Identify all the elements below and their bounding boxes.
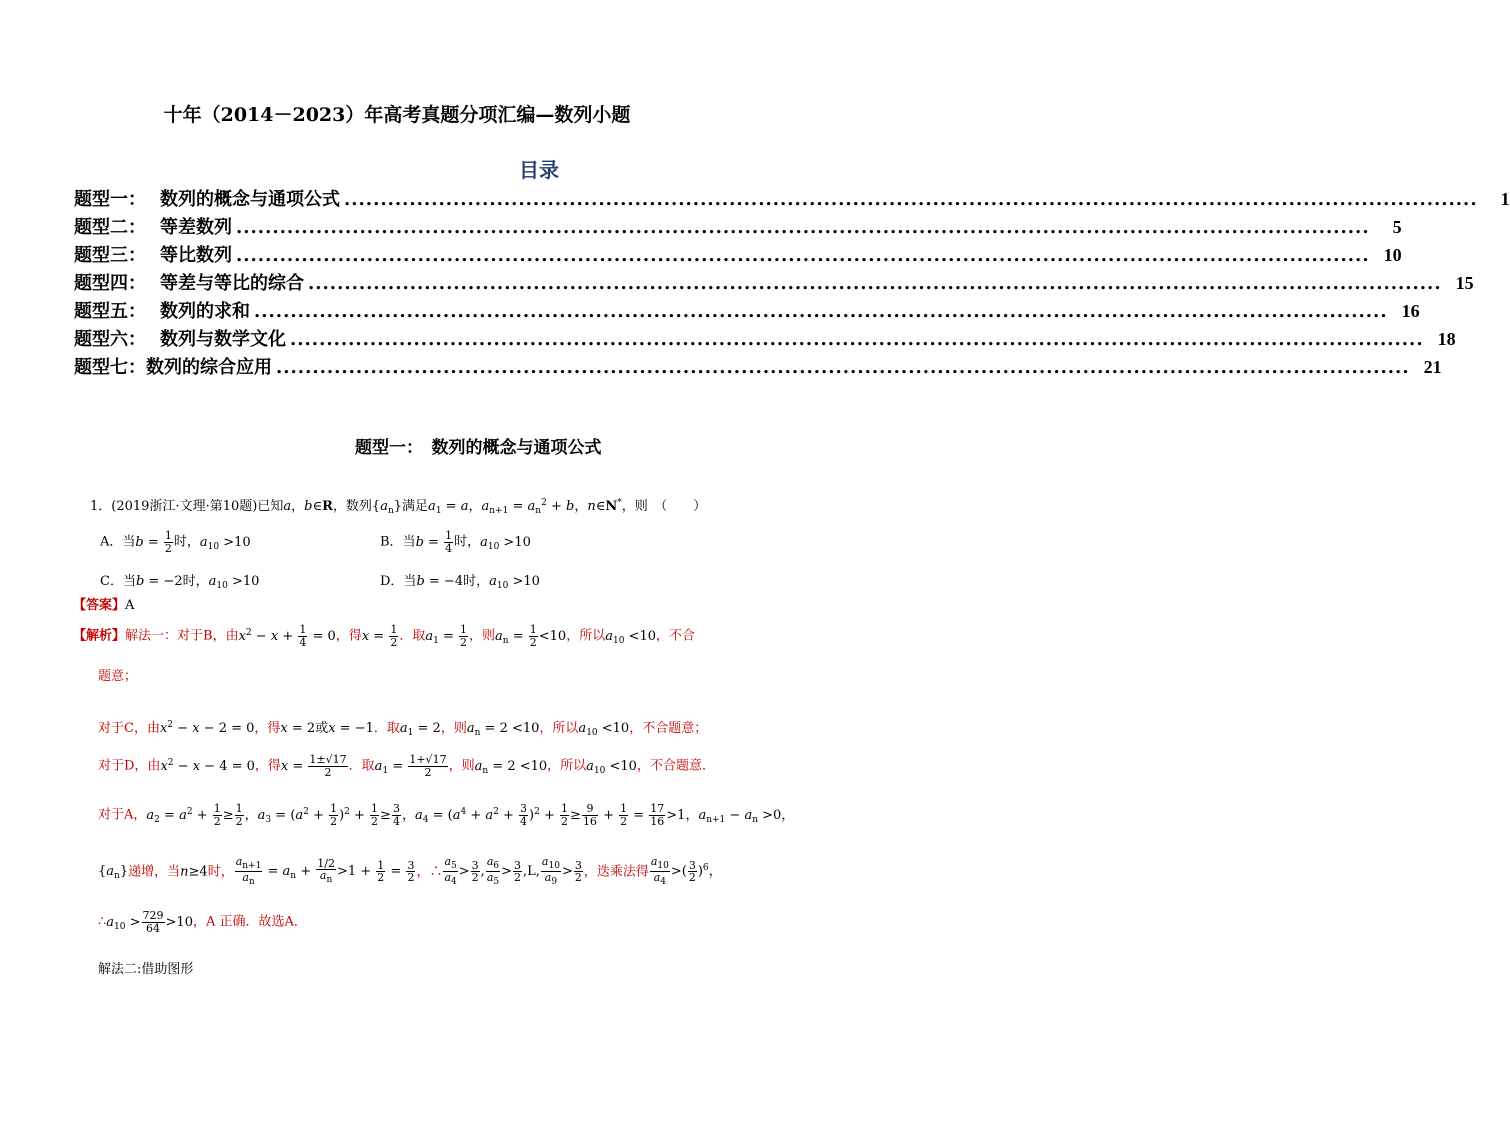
toc-item-4[interactable] bbox=[74, 269, 1474, 295]
math-expression: $\frac{a_5}{a_4}$ > $\frac{3}{2}$ , $\frac{a_6}{a_5}$ > $\frac{3}{2}$ ,L, $\frac{a_{10}}{a_9}$ > $\frac{3}{2}$ bbox=[444, 855, 582, 888]
solution-text: 对于D，由 bbox=[98, 758, 161, 774]
solution-text: ，不合 bbox=[656, 628, 696, 644]
solution-text: ，得 bbox=[335, 628, 362, 644]
solution-tag: 【解析】 bbox=[73, 628, 126, 644]
math-expression: b = −4 bbox=[416, 574, 464, 589]
toc-item-page: 18 bbox=[1437, 329, 1456, 349]
stem-text: ，则 （ ） bbox=[621, 499, 707, 514]
toc-leader-dots: ............................................................................................................................................................ bbox=[236, 217, 1370, 238]
option-a[interactable] bbox=[100, 530, 251, 554]
math-expression: $a_{10} <10$ bbox=[578, 721, 630, 738]
solution-text: 对于B，由 bbox=[177, 628, 239, 644]
toc-item-6[interactable] bbox=[74, 325, 1456, 351]
math-expression: $a_{10} >10$ bbox=[489, 574, 540, 591]
option-label: D．当 bbox=[380, 574, 417, 589]
math-expression: $a_n = 2 <10$ bbox=[474, 758, 548, 776]
solution-text: ，得 bbox=[254, 721, 281, 736]
solution-text: 对于C，由 bbox=[98, 721, 160, 736]
answer-tag: 【答案】 bbox=[73, 598, 126, 613]
toc-item-label: 题型七： bbox=[74, 357, 146, 378]
toc-item-page: 16 bbox=[1401, 301, 1420, 321]
math-expression: a bbox=[283, 499, 292, 514]
solution-text: 题意； bbox=[98, 669, 138, 684]
math-expression: $a_n = 2 <10$ bbox=[466, 721, 540, 738]
math-expression: $x^2 - x - 2 = 0$ bbox=[159, 720, 255, 736]
math-expression: n≥4 bbox=[180, 864, 208, 880]
option-label: C．当 bbox=[100, 574, 136, 589]
solution-text: ，则 bbox=[448, 758, 475, 774]
toc-leader-dots: ............................................................................................................................................................ bbox=[254, 301, 1388, 322]
toc-item-page: 5 bbox=[1392, 217, 1402, 237]
solution-text: ，所以 bbox=[539, 721, 579, 736]
solution-text: ，不合题意． bbox=[636, 758, 715, 774]
solution-text: ，得 bbox=[254, 758, 281, 774]
toc-leader-dots: ............................................................................................................................................................ bbox=[290, 329, 1424, 350]
toc-item-7[interactable] bbox=[74, 353, 1442, 379]
toc-item-page: 1 bbox=[1500, 189, 1510, 209]
math-expression: $a_n$ = $\frac{1}{2}$ <10 bbox=[495, 623, 567, 649]
answer-line bbox=[73, 594, 134, 613]
solution-text: 递增，当 bbox=[128, 864, 181, 880]
solution-line-1 bbox=[73, 624, 695, 648]
math-expression: b = $\frac{1}{2}$ bbox=[135, 529, 172, 555]
toc-item-page: 15 bbox=[1455, 273, 1474, 293]
solution-line-1-cont bbox=[98, 665, 137, 684]
solution-text: 解法二:借助图形 bbox=[98, 962, 194, 977]
option-label: A．当 bbox=[100, 534, 136, 550]
solution-text: 对于A， bbox=[98, 807, 147, 823]
solution-text: ，则 bbox=[440, 721, 467, 736]
math-expression: $\{a_n\}$ bbox=[371, 499, 403, 516]
solution-text: ，∴ bbox=[416, 864, 443, 880]
solution-text: ，则 bbox=[469, 628, 496, 644]
math-expression: $a_1$ = $\frac{1}{2}$ bbox=[425, 623, 468, 649]
stem-text: 已知 bbox=[257, 499, 284, 514]
math-expression: $a_2 = a^2$ + $\frac{1}{2}$ ≥ $\frac{1}{2}$ ，$a_3 = (a^2$ + $\frac{1}{2}$ )$^2$ + $\frac{1}{2}$ ≥ $\frac{3}{4}$ ，$a_4 = (a^4 + a^2$ + $\frac{3}{4}$ )$^2$ + $\frac{1}{2}$ ≥ $\frac{9}{16}$ + $\frac{1}{2}$ = $\frac{17}{16}$ >1，$a_{n+1} - a_n >0$， bbox=[146, 802, 795, 828]
toc-heading: 目录 bbox=[519, 158, 559, 182]
toc-leader-dots: ............................................................................................................................................................ bbox=[344, 189, 1478, 210]
question-number: 1． bbox=[90, 499, 112, 514]
toc-item-text: 数列的概念与通项公式 bbox=[160, 189, 340, 210]
toc-item-page: 21 bbox=[1423, 357, 1442, 377]
solution-text: 时， bbox=[207, 864, 234, 880]
math-expression: b = −2 bbox=[135, 574, 183, 589]
math-expression: $a_1$ = $\frac{1+√17}{2}$ bbox=[374, 753, 447, 779]
math-expression: $\{a_n\}$ bbox=[98, 864, 129, 882]
math-expression: x = 2或x = −1 bbox=[280, 721, 374, 736]
math-expression: $x^2 - x - 4 = 0$ bbox=[160, 757, 255, 774]
math-expression: $\frac{a_{n+1}}{a_n}$ = $a_n$ + $\frac{1/2}{a_n}$ >1 + $\frac{1}{2}$ = $\frac{3}{2}$ bbox=[235, 855, 415, 888]
toc-item-text: 数列的综合应用 bbox=[146, 357, 272, 378]
solution-text: ，迭乘法得 bbox=[583, 864, 649, 880]
option-b[interactable] bbox=[380, 530, 531, 554]
solution-text: ．取 bbox=[373, 721, 400, 736]
solution-text: ．取 bbox=[399, 628, 426, 644]
toc-item-2[interactable] bbox=[74, 213, 1402, 239]
math-expression: $x^2 - x$ + $\frac{1}{4}$ = 0 bbox=[238, 623, 336, 649]
option-text: 时， bbox=[463, 574, 490, 589]
toc-item-label: 题型三： bbox=[74, 245, 146, 266]
math-expression: $a_{10} >10$ bbox=[480, 534, 531, 552]
toc-item-text: 数列与数学文化 bbox=[160, 329, 286, 350]
solution-line-2 bbox=[98, 717, 707, 738]
math-expression: $a_{10} <10$ bbox=[586, 758, 637, 776]
math-expression: x = $\frac{1}{2}$ bbox=[361, 623, 398, 649]
answer-value: A bbox=[125, 598, 135, 613]
toc-item-page: 10 bbox=[1383, 245, 1402, 265]
toc-item-label: 题型一： bbox=[74, 189, 146, 210]
toc-leader-dots: ............................................................................................................................................................ bbox=[308, 273, 1442, 294]
math-expression: $a_{10}$ > $\frac{729}{64}$ >10 bbox=[106, 909, 193, 935]
math-expression: $a_1 = a$，$a_{n+1} = a_n^2 + b$，n∈N* bbox=[428, 498, 622, 516]
toc-item-label: 题型五： bbox=[74, 301, 146, 322]
option-c[interactable] bbox=[100, 570, 259, 591]
toc-leader-dots: ............................................................................................................................................................ bbox=[276, 357, 1410, 378]
toc-item-3[interactable] bbox=[74, 241, 1402, 267]
question-stem: 1．(2019浙江·文理·第10题)已知a，b∈R，数列$\{a_n\}$满足$a_1 = a$，$a_{n+1} = a_n^2 + b$，n∈N*，则 （ ） bbox=[90, 498, 707, 516]
stem-text: 满足 bbox=[402, 499, 429, 514]
solution-text: ，所以 bbox=[547, 758, 587, 774]
toc-item-text: 等比数列 bbox=[160, 245, 232, 266]
solution-line-5 bbox=[98, 856, 722, 888]
math-expression: b = $\frac{1}{4}$ bbox=[415, 529, 453, 555]
solution-line-3 bbox=[98, 754, 715, 778]
toc-item-label: 题型四： bbox=[74, 273, 146, 294]
math-expression: b bbox=[304, 499, 313, 514]
solution-text: ．取 bbox=[348, 758, 375, 774]
solution-line-6 bbox=[98, 910, 307, 934]
solution-line-4 bbox=[98, 803, 794, 827]
math-expression: $a_{10} <10$ bbox=[605, 628, 657, 646]
question-source: (2019浙江·文理·第10题) bbox=[111, 499, 258, 514]
toc-item-label: 题型六： bbox=[74, 329, 146, 350]
option-text: 时， bbox=[454, 534, 481, 550]
toc-item-label: 题型二： bbox=[74, 217, 146, 238]
option-text: 时， bbox=[182, 574, 209, 589]
document-title: 十年（2014－2023）年高考真题分项汇编—数列小题 bbox=[163, 104, 631, 126]
toc-item-text: 等差数列 bbox=[160, 217, 232, 238]
toc-item-1[interactable] bbox=[74, 185, 1510, 211]
math-expression: $\frac{a_{10}}{a_4}$ >( $\frac{3}{2}$ )$^6$， bbox=[650, 855, 722, 888]
toc-leader-dots: ............................................................................................................................................................ bbox=[236, 245, 1370, 266]
solution-text: ，不合题意； bbox=[629, 721, 708, 736]
stem-text: ，数列 bbox=[332, 499, 372, 514]
math-expression: $a_{10} >10$ bbox=[208, 574, 260, 591]
toc-item-text: 等差与等比的综合 bbox=[160, 273, 304, 294]
math-expression: $a_1 = 2$ bbox=[399, 721, 441, 738]
solution-text: 解法一： bbox=[125, 628, 178, 644]
toc-item-text: 数列的求和 bbox=[160, 301, 250, 322]
option-label: B．当 bbox=[380, 534, 416, 550]
solution-method-2 bbox=[98, 958, 193, 977]
solution-text: ，A 正确．故选A． bbox=[192, 914, 307, 930]
math-expression: $a_{10} >10$ bbox=[199, 534, 251, 552]
solution-text: ∴ bbox=[98, 914, 107, 930]
toc-item-5[interactable] bbox=[74, 297, 1420, 323]
math-expression: x = $\frac{1\pm√17}{2}$ bbox=[280, 753, 347, 779]
section-title: 题型一： 数列的概念与通项公式 bbox=[355, 438, 602, 458]
solution-text: ，所以 bbox=[566, 628, 606, 644]
option-text: 时， bbox=[173, 534, 200, 550]
option-d[interactable] bbox=[380, 570, 540, 591]
